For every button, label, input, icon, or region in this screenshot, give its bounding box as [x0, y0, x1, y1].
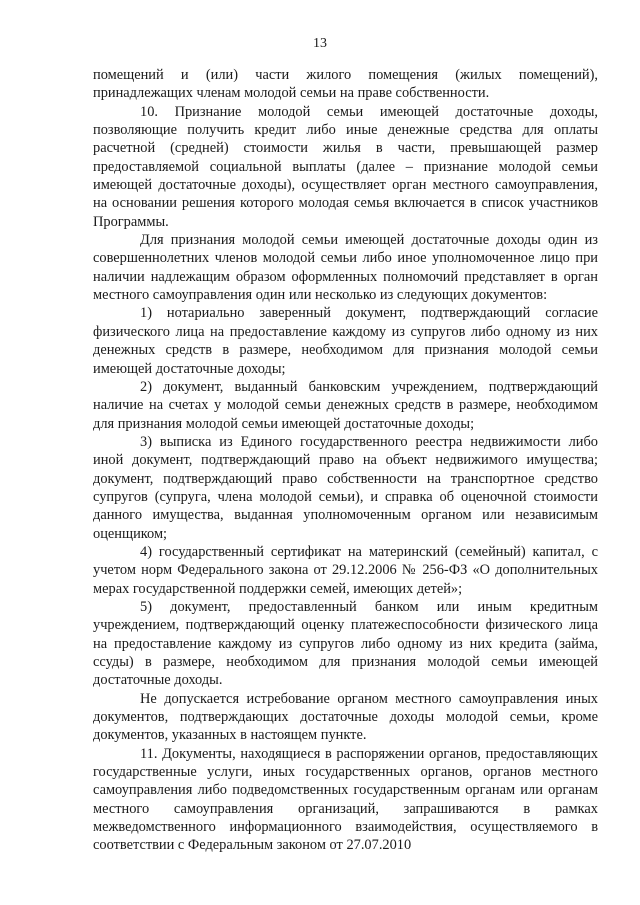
page-number: 13 — [313, 36, 327, 51]
paragraph-item-11: 11. Документы, находящиеся в распоряжении органов, предоставляющих государственные услуги, иных государственных органов, органов местного самоуправления либо подведомственных государственным органам или органам местного самоуправления организаций, запрашиваются в рамках межведомственного информационного взаимодействия, осуществляемого в соответствии с Федеральным законом от 27.07.2010 — [93, 745, 598, 854]
paragraph-documents-intro: Для признания молодой семьи имеющей достаточные доходы один из совершеннолетних членов молодой семьи либо иное уполномоченное лицо при наличии надлежащим образом оформленных полномочий представляет в орган местного самоуправления один или несколько из следующих документов: — [93, 232, 598, 304]
list-item-1: 1) нотариально заверенный документ, подтверждающий согласие физического лица на предоставление каждому из супругов либо одному из них денежных средств в размере, необходимом для признания молодой семьи имеющей достаточные доходы; — [93, 305, 598, 377]
list-item-5: 5) документ, предоставленный банком или иным кредитным учреждением, подтверждающий оценку платежеспособности физического лица на предоставление каждому из супругов либо одному из них кредита (займа, ссуды) в размере, необходимом для признания молодой семьи имеющей достаточные доходы. — [93, 598, 598, 689]
list-item-2: 2) документ, выданный банковским учреждением, подтверждающий наличие на счетах у молодой семьи денежных средств в размере, необходимом для признания молодой семьи имеющей достаточные доходы; — [93, 378, 598, 432]
paragraph-continuation: помещений и (или) части жилого помещения (жилых помещений), принадлежащих членам молодой семьи на праве собственности. — [93, 67, 598, 102]
document-body — [93, 66, 598, 855]
paragraph-restriction: Не допускается истребование органом местного самоуправления иных документов, подтверждающих достаточные доходы молодой семьи, кроме документов, указанных в настоящем пункте. — [93, 690, 598, 744]
list-item-3: 3) выписка из Единого государственного реестра недвижимости либо иной документ, подтверждающий право на объект недвижимого имущества; документ, подтверждающий право собственности на транспортное средство супругов (супруга, члена молодой семьи), и справка об оценочной стоимости данного имущества, выданная уполномоченным органом или независимым оценщиком; — [93, 433, 598, 542]
list-item-4: 4) государственный сертификат на материнский (семейный) капитал, с учетом норм Федерального закона от 29.12.2006 № 256-ФЗ «О дополнительных мерах государственной поддержки семей, имеющих детей»; — [93, 543, 598, 597]
paragraph-item-10: 10. Признание молодой семьи имеющей достаточные доходы, позволяющие получить кредит либо иные денежные средства для оплаты расчетной (средней) стоимости жилья в части, превышающей размер предоставляемой социальной выплаты (далее – признание молодой семьи имеющей достаточные доходы), осуществляет орган местного самоуправления, на основании решения которого молодая семья включается в список участников Программы. — [93, 103, 598, 230]
